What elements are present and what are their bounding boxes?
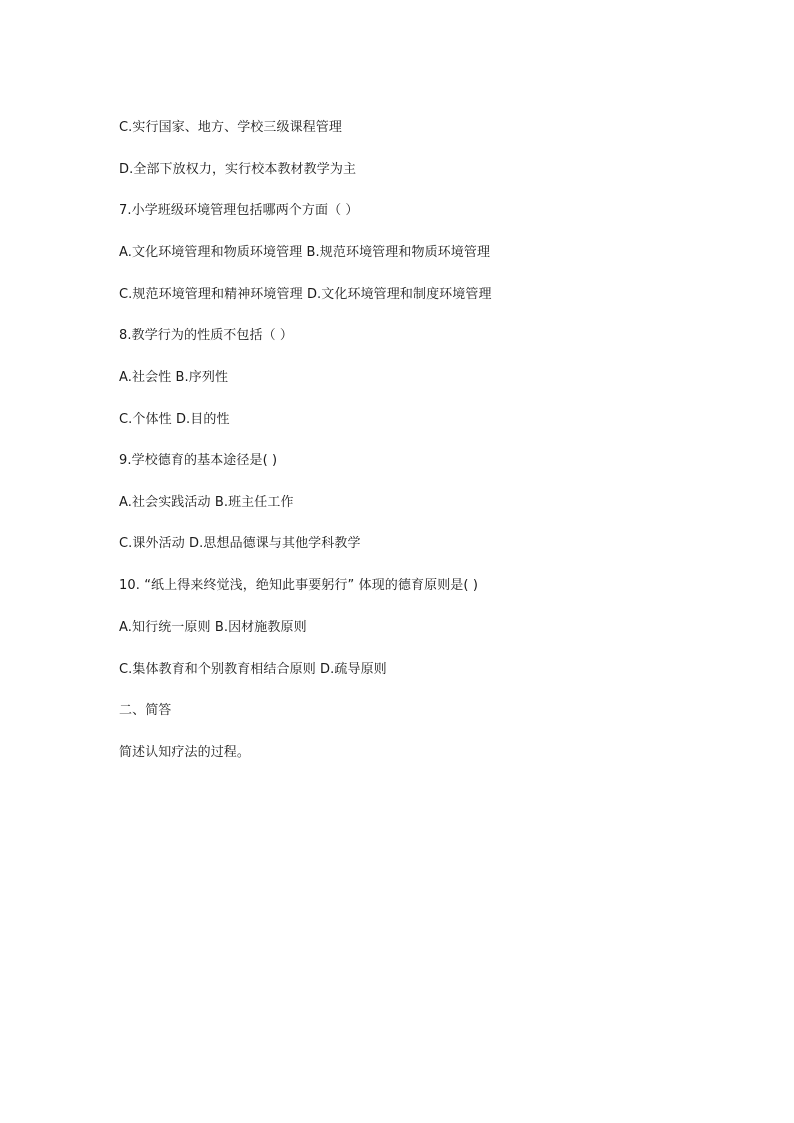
question-8: 8.教学行为的性质不包括（ ） <box>119 328 294 343</box>
options-ab-q9: A.社会实践活动 B.班主任工作 <box>119 495 294 510</box>
options-cd-q9: C.课外活动 D.思想品德课与其他学科教学 <box>119 536 361 551</box>
options-cd-q8: C.个体性 D.目的性 <box>119 412 230 427</box>
option-c-q6: C.实行国家、地方、学校三级课程管理 <box>119 120 343 135</box>
question-7: 7.小学班级环境管理包括哪两个方面（ ） <box>119 203 359 218</box>
options-ab-q7: A.文化环境管理和物质环境管理 B.规范环境管理和物质环境管理 <box>119 245 491 260</box>
option-d-q6: D.全部下放权力，实行校本教材教学为主 <box>119 162 357 177</box>
question-9: 9.学校德育的基本途径是( ) <box>119 453 278 468</box>
options-cd-q10: C.集体教育和个别教育相结合原则 D.疏导原则 <box>119 662 387 677</box>
short-answer-question: 简述认知疗法的过程。 <box>119 745 251 760</box>
question-10: 10. “纸上得来终觉浅，绝知此事要躬行” 体现的德育原则是( ) <box>119 578 478 593</box>
section-heading: 二、简答 <box>119 703 172 718</box>
options-ab-q10: A.知行统一原则 B.因材施教原则 <box>119 620 307 635</box>
options-ab-q8: A.社会性 B.序列性 <box>119 370 229 385</box>
options-cd-q7: C.规范环境管理和精神环境管理 D.文化环境管理和制度环境管理 <box>119 287 492 302</box>
